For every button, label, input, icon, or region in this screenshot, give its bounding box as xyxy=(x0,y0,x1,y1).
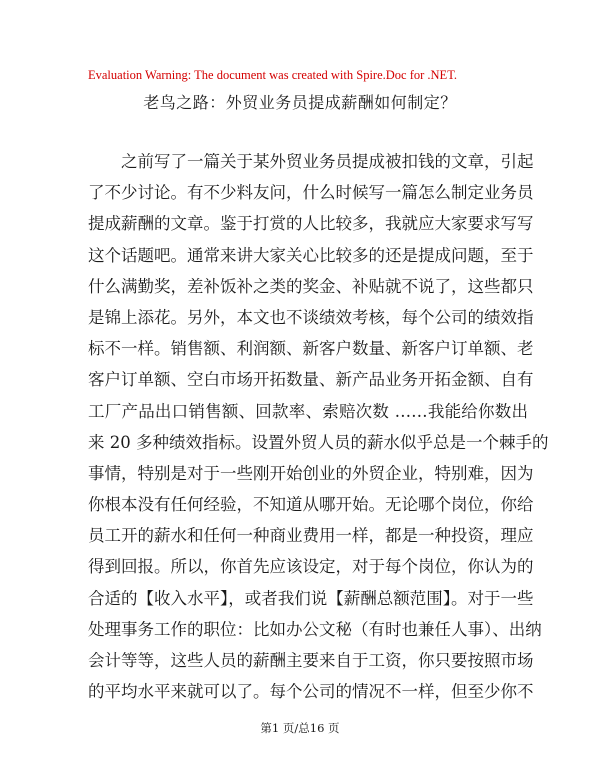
body-line: 来 20 多种绩效指标。设置外贸人员的薪水似乎总是一个棘手的 xyxy=(88,432,549,452)
body-line: 你根本没有任何经验，不知道从哪开始。无论哪个岗位，你给 xyxy=(88,495,534,515)
body-line: 会计等等，这些人员的薪酬主要来自于工资，你只要按照市场 xyxy=(88,651,534,670)
body-line: 是锦上添花。另外，本文也不谈绩效考核，每个公司的绩效指 xyxy=(88,307,534,327)
body-line: 这个话题吧。通常来讲大家关心比较多的还是提成问题，至于 xyxy=(88,245,534,265)
body-line: 员工开的薪水和任何一种商业费用一样，都是一种投资，理应 xyxy=(88,526,534,546)
body-paragraph xyxy=(88,146,549,707)
body-line: 客户订单额、空白市场开拓数量、新产品业务开拓金额、自有 xyxy=(88,370,534,390)
body-line: 提成薪酬的文章。鉴于打赏的人比较多，我就应大家要求写写 xyxy=(88,214,534,234)
body-line: 合适的【收入水平】，或者我们说【薪酬总额范围】。对于一些 xyxy=(88,588,534,608)
body-line: 工厂产品出口销售额、回款率、索赔次数 ……我能给你数出 xyxy=(88,401,528,421)
body-line: 标不一样。销售额、利润额、新客户数量、新客户订单额、老 xyxy=(88,339,534,359)
body-line: 之前写了一篇关于某外贸业务员提成被扣钱的文章，引起 xyxy=(121,152,534,171)
body-line: 事情，特别是对于一些刚开始创业的外贸企业，特别难，因为 xyxy=(88,463,534,483)
body-line: 什么满勤奖，差补饭补之类的奖金、补贴就不说了，这些都只 xyxy=(88,276,534,296)
body-line: 了不少讨论。有不少料友问，什么时候写一篇怎么制定业务员 xyxy=(88,183,534,203)
page-footer: 第1 页/总16 页 xyxy=(260,721,340,735)
body-line: 处理事务工作的职位：比如办公文秘（有时也兼任人事）、出纳 xyxy=(88,619,542,639)
body-line: 的平均水平来就可以了。每个公司的情况不一样，但至少你不 xyxy=(88,682,534,702)
body-line: 得到回报。所以，你首先应该设定，对于每个岗位，你认为的 xyxy=(88,557,534,577)
evaluation-warning: Evaluation Warning: The document was created with Spire.Doc for .NET. xyxy=(88,68,458,82)
document-title: 老鸟之路：外贸业务员提成薪酬如何制定？ xyxy=(143,93,457,112)
